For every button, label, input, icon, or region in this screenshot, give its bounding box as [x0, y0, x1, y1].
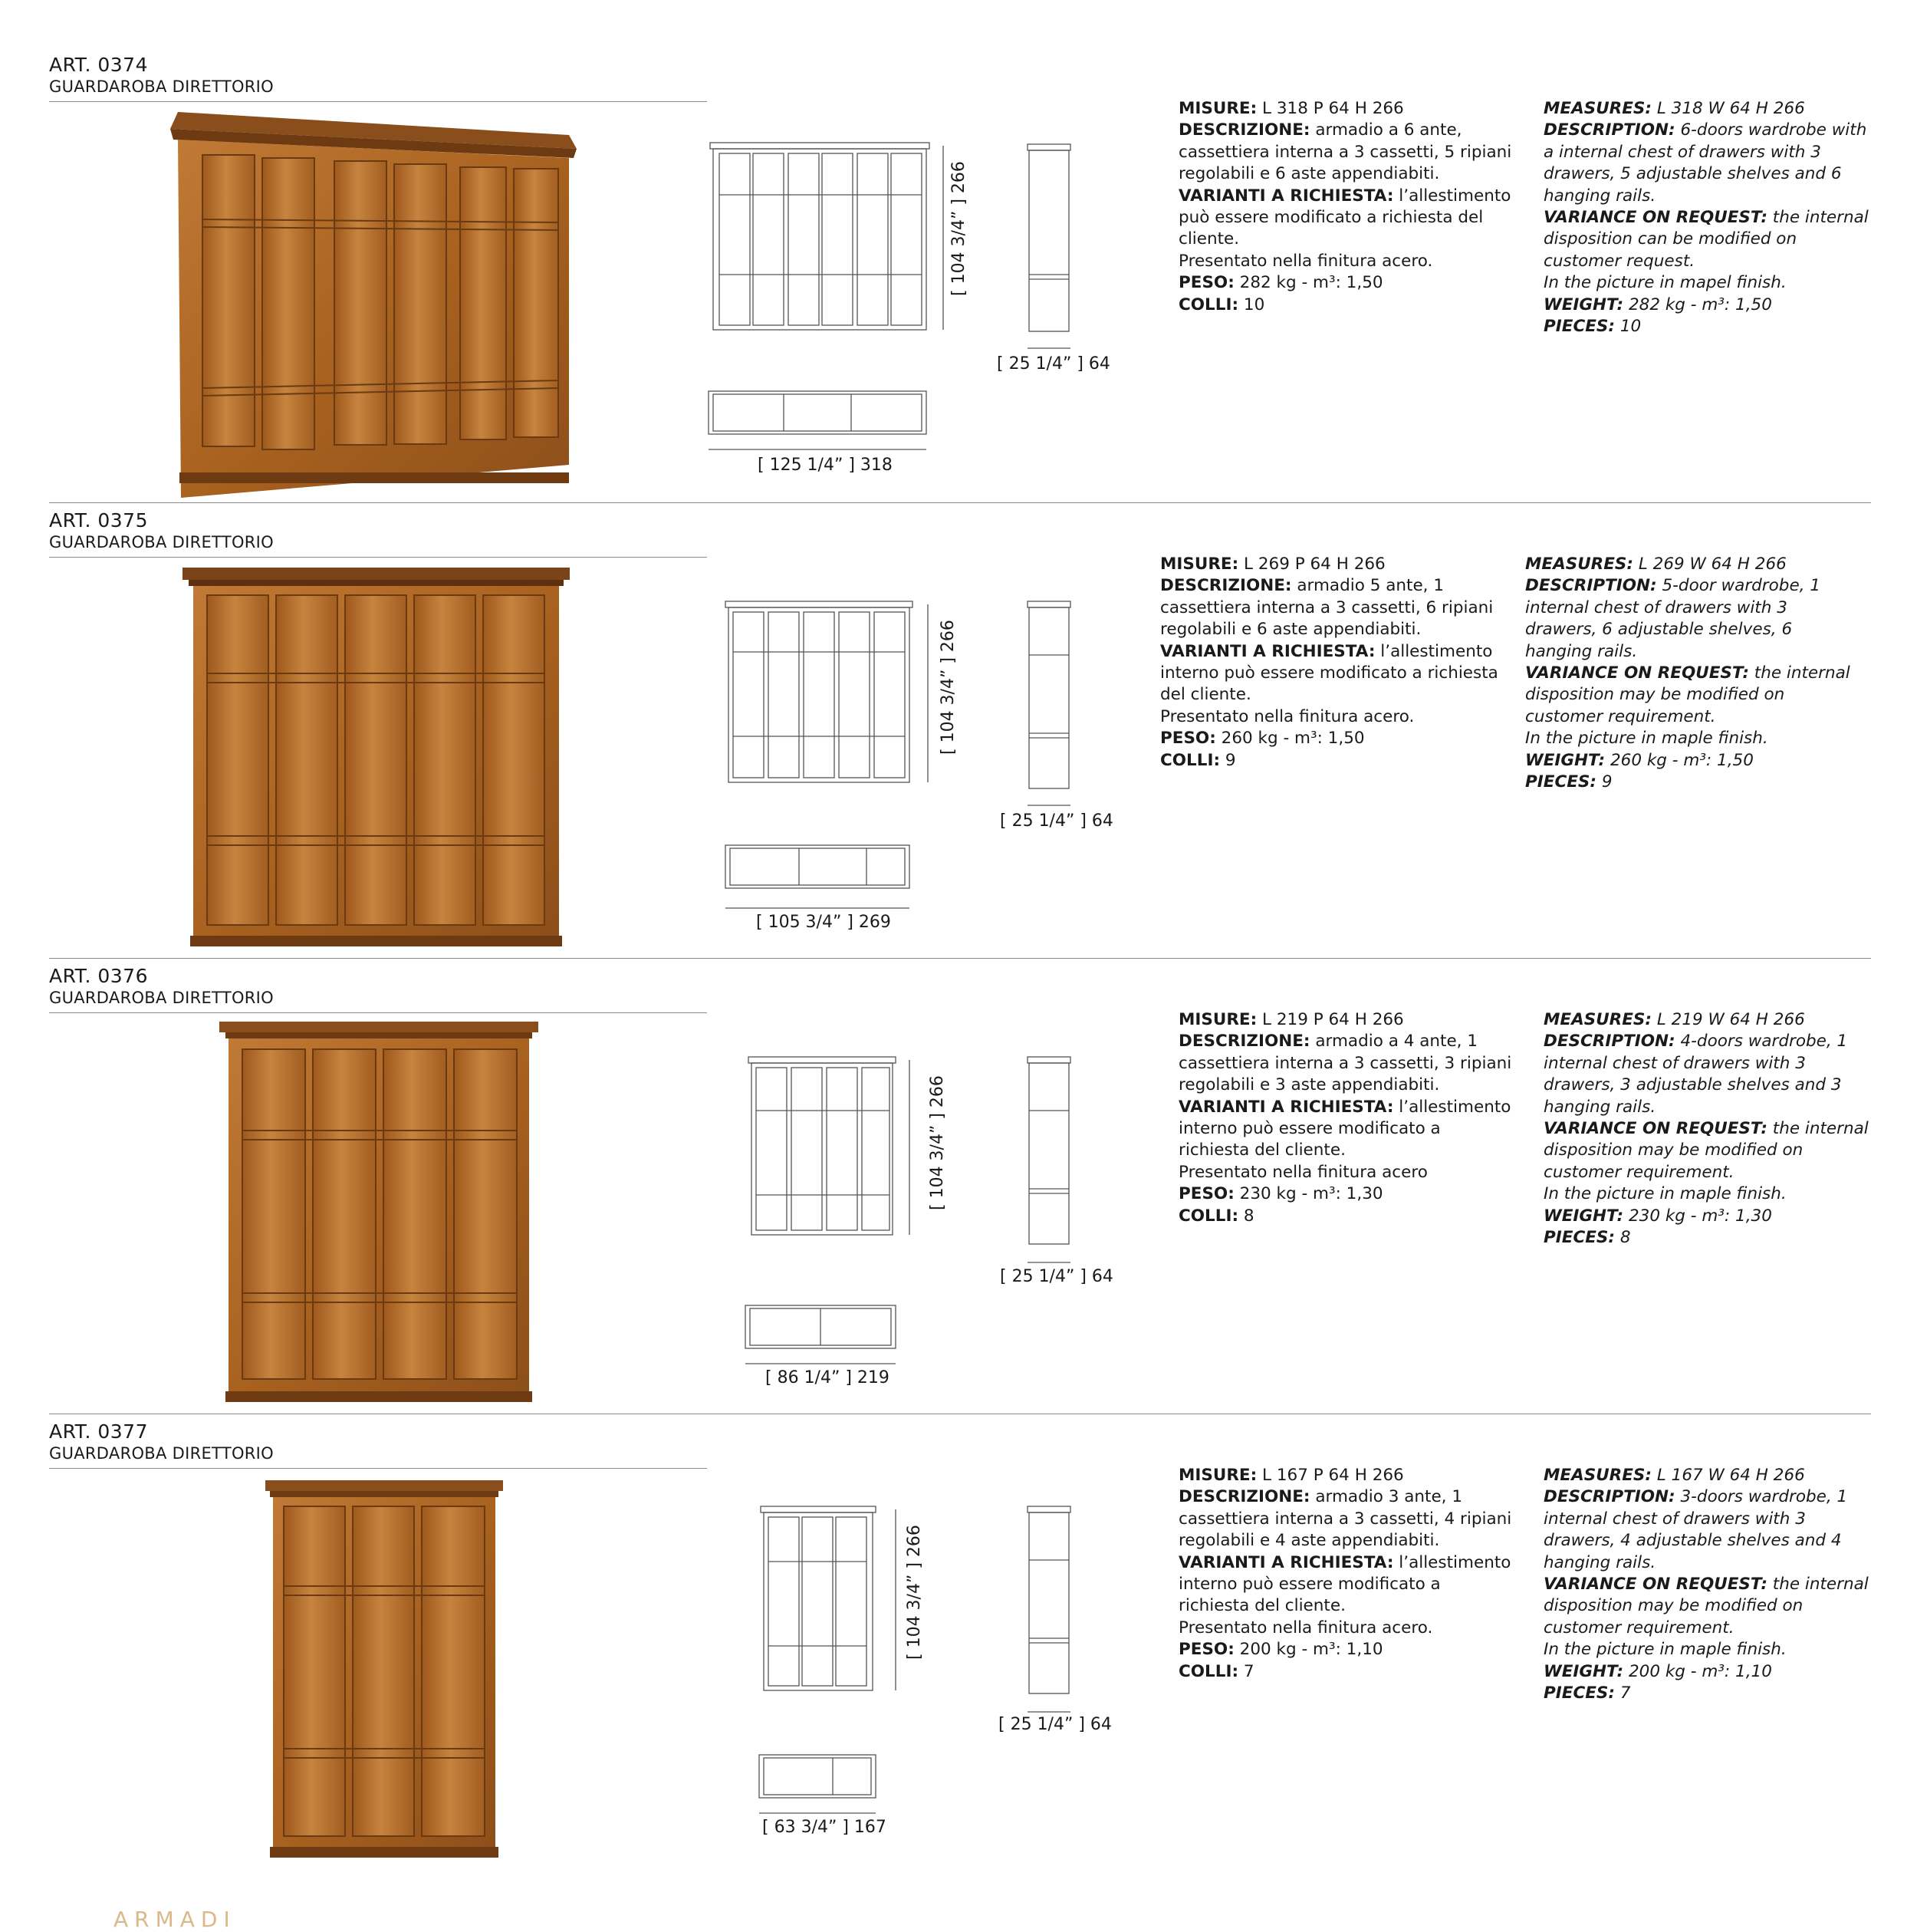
english-specs: MEASURES: L 318 W 64 H 266 DESCRIPTION: 6-doors wardrobe with a internal chest of drawers with 3 drawers, 5 adjustable shelves and 6 hanging rails. VARIANCE ON REQUEST: the internal disposition can be modified on customer request. In the picture in mapel finish. WEIGHT: 282 kg - m³: 1,50 PIECES: 10: [1544, 99, 1869, 337]
article-name: GUARDAROBA DIRETTORIO: [49, 1444, 274, 1463]
italian-specs: MISURE: L 269 P 64 H 266 DESCRIZIONE: armadio 5 ante, 1 cassettiera interna a 3 cassetti, 6 ripiani regolabili e 6 aste appendiabiti. VARIANTI A RICHIESTA: l’allestimento interno può essere modificato a richiesta del cliente. Presentato nella finitura acero. PESO: 260 kg - m³: 1,50 COLLI: 9: [1160, 555, 1498, 770]
article-name: GUARDAROBA DIRETTORIO: [49, 533, 274, 551]
footer-category-label: ARMADI: [113, 1907, 236, 1932]
width-dimension: [ 105 3/4” ] 269: [756, 913, 891, 932]
depth-dimension: [ 25 1/4” ] 64: [997, 354, 1110, 374]
section-rule: [49, 1468, 707, 1469]
height-dimension: [ 104 3/4” ] 266: [905, 1525, 924, 1660]
height-dimension: [ 104 3/4” ] 266: [928, 1075, 947, 1210]
height-dimension: [ 104 3/4” ] 266: [939, 620, 958, 755]
article-code: ART. 0377: [49, 1420, 148, 1443]
front-elevation-drawing: [724, 601, 939, 785]
side-elevation-drawing: [1026, 601, 1072, 808]
top-view-drawing: [724, 844, 916, 910]
article-name: GUARDAROBA DIRETTORIO: [49, 77, 274, 96]
article-code: ART. 0376: [49, 965, 148, 987]
wardrobe-photo: [182, 568, 570, 948]
side-elevation-drawing: [1026, 1057, 1072, 1266]
italian-specs: MISURE: L 167 P 64 H 266 DESCRIZIONE: armadio 3 ante, 1 cassettiera interna a 3 cassetti, 4 ripiani regolabili e 4 aste appendiabiti. VARIANTI A RICHIESTA: l’allestimento interno può essere modificato a richiesta del cliente. Presentato nella finitura acero. PESO: 200 kg - m³: 1,10 COLLI: 7: [1179, 1466, 1512, 1681]
english-specs: MEASURES: L 167 W 64 H 266 DESCRIPTION: 3-doors wardrobe, 1 internal chest of drawers with 3 drawers, 4 adjustable shelves and 4 hanging rails. VARIANCE ON REQUEST: the internal disposition may be modified on customer requirement. In the picture in maple finish. WEIGHT: 200 kg - m³: 1,10 PIECES: 7: [1544, 1466, 1869, 1703]
top-view-drawing: [744, 1304, 897, 1365]
section-rule: [49, 1012, 707, 1013]
wardrobe-photo: [265, 1480, 503, 1859]
width-dimension: [ 125 1/4” ] 318: [758, 456, 893, 475]
wardrobe-photo: [170, 112, 577, 498]
front-elevation-drawing: [759, 1506, 905, 1693]
width-dimension: [ 86 1/4” ] 219: [765, 1368, 889, 1387]
english-specs: MEASURES: L 269 W 64 H 266 DESCRIPTION: 5-door wardrobe, 1 internal chest of drawers with 3 drawers, 6 adjustable shelves, 6 hanging rails. VARIANCE ON REQUEST: the internal disposition may be modified on customer requirement. In the picture in maple finish. WEIGHT: 260 kg - m³: 1,50 PIECES: 9: [1525, 555, 1850, 792]
depth-dimension: [ 25 1/4” ] 64: [1000, 811, 1113, 831]
section-divider: [49, 958, 1871, 959]
article-code: ART. 0374: [49, 54, 148, 76]
section-rule: [49, 557, 707, 558]
depth-dimension: [ 25 1/4” ] 64: [1000, 1267, 1113, 1286]
italian-specs: MISURE: L 219 P 64 H 266 DESCRIZIONE: armadio a 4 ante, 1 cassettiera interna a 3 cassetti, 3 ripiani regolabili e 3 aste appendiabiti. VARIANTI A RICHIESTA: l’allestimento interno può essere modificato a richiesta del cliente. Presentato nella finitura acero PESO: 230 kg - m³: 1,30 COLLI: 8: [1179, 1010, 1512, 1226]
depth-dimension: [ 25 1/4” ] 64: [998, 1715, 1112, 1734]
side-elevation-drawing: [1026, 144, 1072, 351]
top-view-drawing: [758, 1753, 880, 1815]
article-name: GUARDAROBA DIRETTORIO: [49, 989, 274, 1007]
section-rule: [49, 101, 707, 102]
width-dimension: [ 63 3/4” ] 167: [762, 1818, 886, 1837]
height-dimension: [ 104 3/4” ] 266: [949, 161, 968, 296]
italian-specs: MISURE: L 318 P 64 H 266 DESCRIZIONE: armadio a 6 ante, cassettiera interna a 3 cassetti, 5 ripiani regolabili e 6 aste appendiabiti. VARIANTI A RICHIESTA: l’allestimento può essere modificato a richiesta del cliente. Presentato nella finitura acero. PESO: 282 kg - m³: 1,50 COLLI: 10: [1179, 99, 1512, 314]
front-elevation-drawing: [709, 143, 954, 334]
front-elevation-drawing: [747, 1057, 916, 1241]
article-code: ART. 0375: [49, 509, 148, 532]
english-specs: MEASURES: L 219 W 64 H 266 DESCRIPTION: 4-doors wardrobe, 1 internal chest of drawers with 3 drawers, 3 adjustable shelves and 3 hanging rails. VARIANCE ON REQUEST: the internal disposition may be modified on customer requirement. In the picture in maple finish. WEIGHT: 230 kg - m³: 1,30 PIECES: 8: [1544, 1010, 1869, 1248]
top-view-drawing: [707, 390, 929, 451]
side-elevation-drawing: [1026, 1506, 1072, 1715]
section-divider: [49, 502, 1871, 503]
wardrobe-photo: [219, 1022, 538, 1404]
